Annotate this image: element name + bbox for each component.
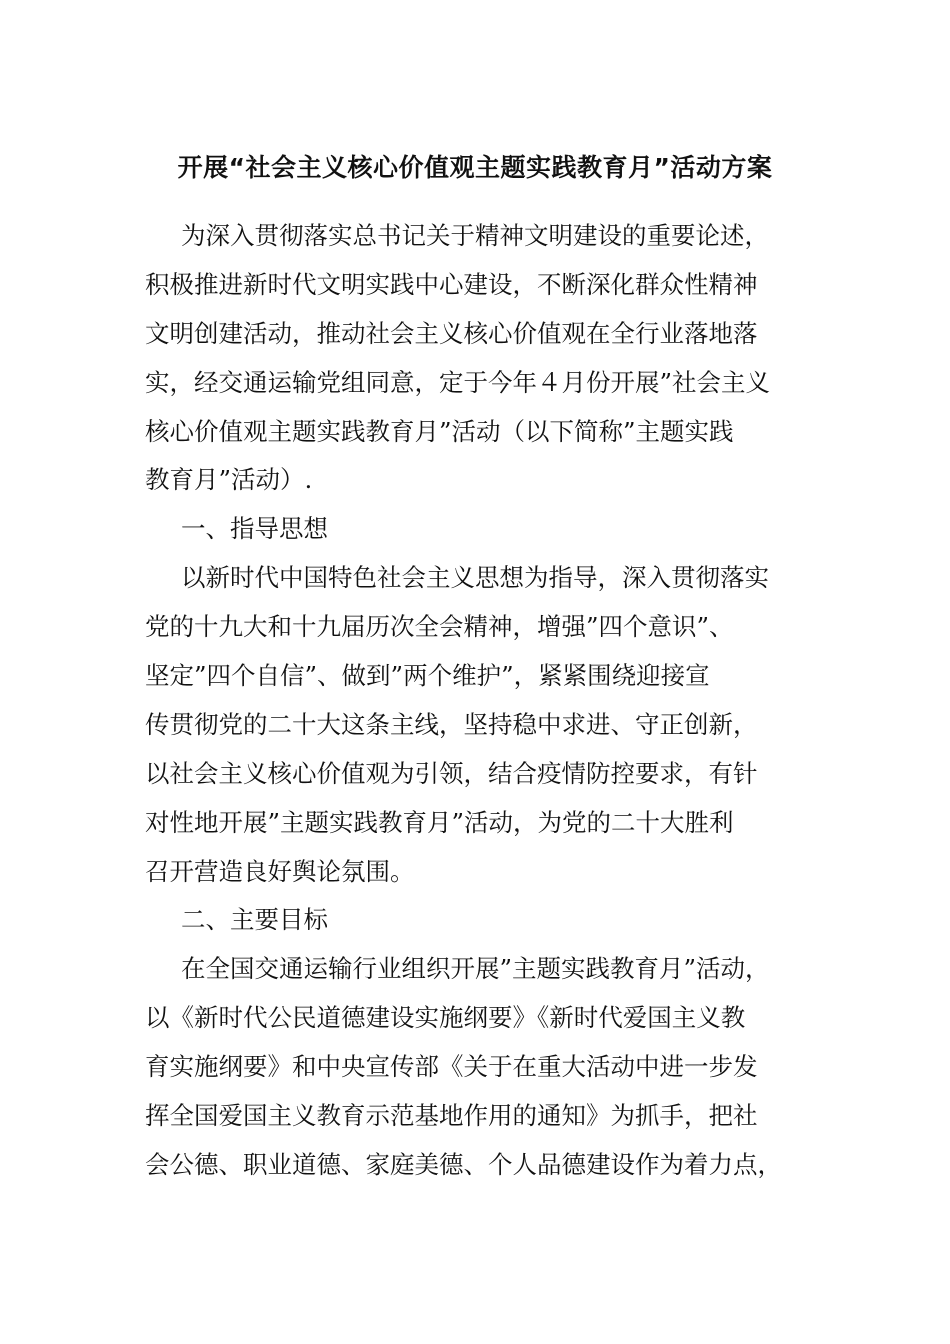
body-line: 党的十九大和十九届历次全会精神，增强”四个意识”、 bbox=[145, 612, 734, 642]
body-line: 挥全国爱国主义教育示范基地作用的通知》为抓手，把社 bbox=[145, 1101, 758, 1131]
document-title: 开展“社会主义核心价值观主题实践教育月”活动方案 bbox=[177, 153, 773, 182]
body-line: 召开营造良好舆论氛围。 bbox=[145, 856, 415, 886]
body-line: 坚定”四个自信”、做到”两个维护”，紧紧围绕迎接宣 bbox=[145, 661, 710, 691]
body-line: 对性地开展”主题实践教育月”活动，为党的二十大胜利 bbox=[145, 807, 734, 837]
body-line: 育实施纲要》和中央宣传部《关于在重大活动中进一步发 bbox=[145, 1052, 758, 1082]
body-line: 以《新时代公民道德建设实施纲要》《新时代爱国主义教 bbox=[145, 1003, 746, 1033]
body-line: 二、主要目标 bbox=[181, 905, 328, 935]
body-line: 文明创建活动，推动社会主义核心价值观在全行业落地落 bbox=[145, 318, 758, 348]
body-line: 核心价值观主题实践教育月”活动（以下简称”主题实践 bbox=[145, 416, 734, 446]
body-line: 为深入贯彻落实总书记关于精神文明建设的重要论述， bbox=[181, 221, 769, 250]
document-body bbox=[145, 212, 810, 1190]
body-line: 教育月”活动）. bbox=[145, 465, 313, 495]
body-line: 一、指导思想 bbox=[181, 514, 328, 544]
body-line: 实，经交通运输党组同意，定于今年４月份开展”社会主义 bbox=[145, 367, 771, 397]
body-line: 在全国交通运输行业组织开展”主题实践教育月”活动， bbox=[181, 954, 770, 984]
body-line: 传贯彻党的二十大这条主线，坚持稳中求进、守正创新， bbox=[145, 709, 758, 739]
body-line: 会公德、职业道德、家庭美德、个人品德建设作为着力点， bbox=[145, 1149, 782, 1179]
body-line: 以新时代中国特色社会主义思想为指导，深入贯彻落实 bbox=[181, 563, 769, 593]
body-line: 以社会主义核心价值观为引领，结合疫情防控要求，有针 bbox=[145, 758, 758, 788]
body-line: 积极推进新时代文明实践中心建设，不断深化群众性精神 bbox=[145, 269, 758, 299]
